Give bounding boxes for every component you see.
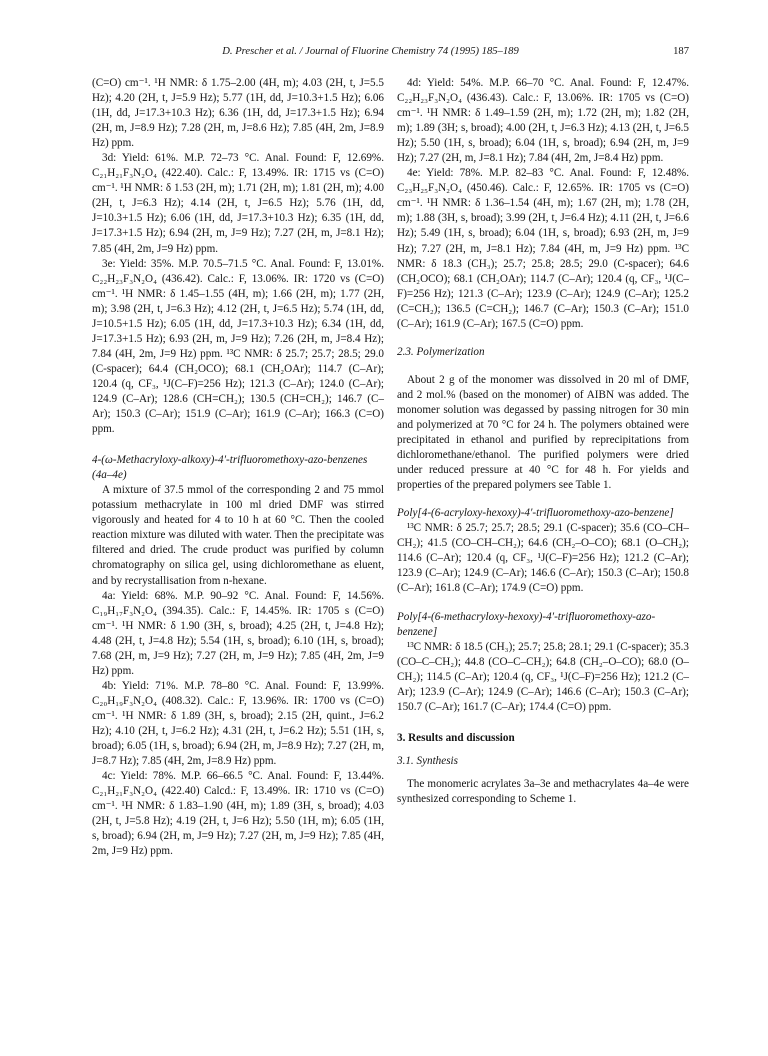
left-column xyxy=(92,76,384,859)
paragraph-poly-methacryloxy-nmr: ¹³C NMR: δ 18.5 (CH₃); 25.7; 25.8; 28.1; 29.1 (C-spacer); 35.3 (CO–C–CH₂); 44.8 (CO–C–CH₂); 64.8 (CH₂–O–CO); 68.0 (O–CH₂); 114.5 (C–Ar); 120.4 (q, CF₃, ¹J(C–F)=256 Hz); 121.2 (C–Ar); 123.9 (C–Ar); 124.9 (C–Ar); 146.6 (C–Ar); 150.3 (C–Ar); 150.7 (C–Ar); 161.7 (C–Ar); 174.4 (C=O) ppm. xyxy=(397,640,689,713)
paragraph-3e: 3e: Yield: 35%. M.P. 70.5–71.5 °C. Anal. Found: F, 13.01%. C₂₂H₂₃F₃N₂O₄ (436.42). Calc.: F, 13.06%. IR: 1720 vs (C=O) cm⁻¹. ¹H NMR: δ 1.45–1.55 (4H, m); 1.66 (2H, m); 1.77 (2H, m); 3.98 (2H, t, J=6.3 Hz); 4.12 (2H, t, J=6.5 Hz); 5.74 (1H, dd, J=10.5+1.5 Hz); 6.05 (1H, dd, J=17.3+10.3 Hz); 6.34 (1H, dd, J=17.3+1.5 Hz); 6.93 (2H, m, J=9 Hz); 7.26 (2H, m, J=8.4 Hz); 7.84 (4H, 2m, J=9 Hz) ppm. ¹³C NMR: δ 25.7; 25.7; 28.5; 29.0 (C-spacer); 64.4 (CH₂OCO); 68.1 (CH₂OAr); 114.7 (C–Ar); 120.4 (q, CF₃, ¹J(C–F)=256 Hz); 121.3 (C–Ar); 124.0 (C–Ar); 124.9 (C–Ar); 128.6 (CH=CH₂); 130.5 (CH=CH₂); 146.7 (C–Ar); 150.3 (C–Ar); 151.9 (C–Ar); 161.9 (C–Ar); 166.3 (C=O) ppm. xyxy=(92,257,384,436)
subsection-heading-4a-4e: 4-(ω-Methacryloxy-alkoxy)-4′-trifluoromethoxy-azo-benzenes (4a–4e) xyxy=(92,454,368,482)
paragraph-poly-acryloxy-nmr: ¹³C NMR: δ 25.7; 25.7; 28.5; 29.1 (C-spacer); 35.6 (CO–CH–CH₂); 41.5 (CO–CH–CH₂); 64.6 (CH₂–O–CO); 68.1 (O–CH₂); 114.6 (C–Ar); 120.4 (q, CF₃, ¹J(C–F)=256 Hz); 121.2 (C–Ar); 123.9 (C–Ar); 124.9 (C–Ar); 146.6 (C–Ar); 150.3 (C–Ar); 150.8 (C–Ar); 161.8 (C–Ar); 174.9 (C=O) ppm. xyxy=(397,522,689,595)
paragraph-polymerization: About 2 g of the monomer was dissolved in 20 ml of DMF, and 2 mol.% (based on the monomer) of AIBN was added. The monomer solution was degassed by passing nitrogen for 30 min and polymerized at 70 °C for 24 h. The polymers obtained were precipitated in ethanol and purified by reprecipitations from dichloromethane/ethanol. The purified polymers were dried under reduced pressure at 40 °C for 48 h. For yields and properties of the prepared polymers see Table 1. xyxy=(397,373,689,492)
subsection-heading-synthesis: 3.1. Synthesis xyxy=(397,754,458,767)
running-title: D. Prescher et al. / Journal of Fluorine Chemistry 74 (1995) 185–189 xyxy=(222,46,519,57)
heading-poly-methacryloxy: Poly[4-(6-methacryloxy-hexoxy)-4′-trifluoromethoxy-azo-benzene] xyxy=(397,610,656,638)
right-column xyxy=(397,76,689,807)
paragraph-3d: 3d: Yield: 61%. M.P. 72–73 °C. Anal. Found: F, 12.69%. C₂₁H₂₁F₃N₂O₄ (422.40). Calc.: F, 13.49%. IR: 1715 vs (C=O) cm⁻¹. ¹H NMR: δ 1.53 (2H, m); 1.71 (2H, m); 1.81 (2H, m); 4.00 (2H, t, J=6.3 Hz); 4.14 (2H, t, J=6.5 Hz); 5.76 (1H, dd, J=10.3+1.5 Hz); 6.06 (1H, dd, J=17.3+10.3 Hz); 6.35 (1H, dd, J=17.3+1.5 Hz); 6.94 (2H, m, J=9 Hz); 7.27 (2H, m, J=8.1 Hz); 7.85 (4H, 2m, J=9 Hz) ppm. xyxy=(92,152,384,255)
paragraph-4c: 4c: Yield: 78%. M.P. 66–66.5 °C. Anal. Found: F, 13.44%. C₂₁H₂₁F₃N₂O₄ (422.40) Calcd.: F, 13.49%. IR: 1710 vs (C=O) cm⁻¹. ¹H NMR: δ 1.83–1.90 (4H, m); 1.89 (3H, s, broad); 4.03 (2H, t, J=5.8 Hz); 4.19 (2H, t, J=6 Hz); 5.50 (1H, m); 6.05 (1H, s, broad); 6.94 (2H, m, J=9 Hz); 7.27 (2H, m, J=9 Hz); 7.85 (4H, 2m, J=9 Hz) ppm. xyxy=(92,770,384,858)
paragraph-4b: 4b: Yield: 71%. M.P. 78–80 °C. Anal. Found: F, 13.99%. C₂₀H₁₉F₃N₂O₄ (408.32). Calc.: F, 13.96%. IR: 1700 vs (C=O) cm⁻¹. ¹H NMR: δ 1.89 (3H, s, broad); 2.15 (2H, quint., J=6.2 Hz); 4.10 (2H, t, J=6.2 Hz); 4.31 (2H, t, J=6.2 Hz); 5.51 (1H, s, broad); 6.05 (1H, s, broad); 6.94 (2H, m, J=8.9 Hz); 7.27 (2H, m, J=8.7 Hz); 7.85 (4H, 2m, J=8.9 Hz) ppm. xyxy=(92,679,384,768)
subsection-heading-polymerization: 2.3. Polymerization xyxy=(397,345,485,358)
page-number: 187 xyxy=(673,46,689,57)
running-header xyxy=(92,46,689,62)
paragraph-4d: 4d: Yield: 54%. M.P. 66–70 °C. Anal. Found: F, 12.47%. C₂₂H₂₃F₃N₂O₄ (436.43). Calc.: F, 13.06%. IR: 1705 vs (C=O) cm⁻¹. ¹H NMR: δ 1.49–1.59 (2H, m); 1.72 (2H, m); 1.82 (2H, m); 1.89 (3H; s, broad); 4.00 (2H, t, J=6.3 Hz); 4.13 (2H, t, J=6.5 Hz); 5.50 (1H, s, broad); 6.04 (1H, s, broad); 6.94 (2H, m, J=9 Hz); 7.27 (2H, m, J=8.1 Hz); 7.84 (4H, 2m, J=8.4 Hz) ppm. xyxy=(397,77,689,165)
heading-poly-acryloxy: Poly[4-(6-acryloxy-hexoxy)-4′-trifluoromethoxy-azo-benzene] xyxy=(397,507,674,520)
paragraph-synthesis: The monomeric acrylates 3a–3e and methacrylates 4a–4e were synthesized corresponding to Scheme 1. xyxy=(397,777,689,805)
paragraph-4e: 4e: Yield: 78%. M.P. 82–83 °C. Anal. Found: F, 12.48%. C₂₃H₂₅F₃N₂O₄ (450.46). Calc.: F, 12.65%. IR: 1705 vs (C=O) cm⁻¹. ¹H NMR: δ 1.36–1.54 (4H, m); 1.67 (2H, m); 1.78 (2H, m); 1.88 (3H, s, broad); 3.99 (2H, t, J=6.4 Hz); 4.11 (2H, t, J=6.6 Hz); 5.49 (1H, s, broad); 6.04 (1H, s, broad); 6.93 (2H, m, J=9 Hz); 7.27 (2H, m, J=8.1 Hz); 7.84 (4H, m, J=9 Hz) ppm. ¹³C NMR: δ 18.3 (CH₃); 25.7; 25.8; 28.5; 29.0 (C-spacer); 64.6 (CH₂OCO); 68.1 (CH₂OAr); 114.7 (C–Ar); 120.4 (q, CF₃, ¹J(C–F)=256 Hz); 121.3 (C–Ar); 123.9 (C–Ar); 124.9 (C–Ar); 125.2 (C=CH₂); 136.5 (C=CH₂); 146.7 (C–Ar); 150.3 (C–Ar); 151.0 (C–Ar); 161.9 (C–Ar); 167.5 (C=O) ppm. xyxy=(397,167,689,330)
paragraph-method: A mixture of 37.5 mmol of the corresponding 2 and 75 mmol potassium methacrylate in 100 ml dried DMF was stirred vigorously and heated for 4 to 10 h at 60 °C. Then the cooled reaction mixture was diluted with water. Then the precipitate was filtered and dried. The crude product was purified by column chromatography on silica gel, using dichloromethane as eluent, and by recrystallisation from n-hexane. xyxy=(92,484,384,587)
paragraph-3c-continued: (C=O) cm⁻¹. ¹H NMR: δ 1.75–2.00 (4H, m); 4.03 (2H, t, J=5.5 Hz); 4.20 (2H, t, J=5.9 Hz); 5.77 (1H, dd, J=10.3+1.5 Hz); 6.06 (1H, dd, J=17.3+10.3 Hz); 6.36 (1H, dd, J=17.3+1.5 Hz); 6.94 (2H, m, J=8.9 Hz); 7.28 (2H, m, J=8.6 Hz); 7.85 (4H, 2m, J=8.9 Hz) ppm. xyxy=(92,77,384,150)
section-heading-results: 3. Results and discussion xyxy=(397,731,515,744)
paragraph-4a: 4a: Yield: 68%. M.P. 90–92 °C. Anal. Found: F, 14.56%. C₁₉H₁₇F₃N₂O₄ (394.35). Calc.: F, 14.45%. IR: 1705 s (C=O) cm⁻¹. ¹H NMR: δ 1.90 (3H, s, broad); 4.25 (2H, t, J=4.8 Hz); 4.48 (2H, t, J=4.8 Hz); 5.54 (1H, s, broad); 6.10 (1H, s, broad); 7.68 (2H, m, J=9 Hz); 7.27 (2H, m, J=9 Hz); 7.85 (4H, 2m, J=9 Hz) ppm. xyxy=(92,589,384,677)
